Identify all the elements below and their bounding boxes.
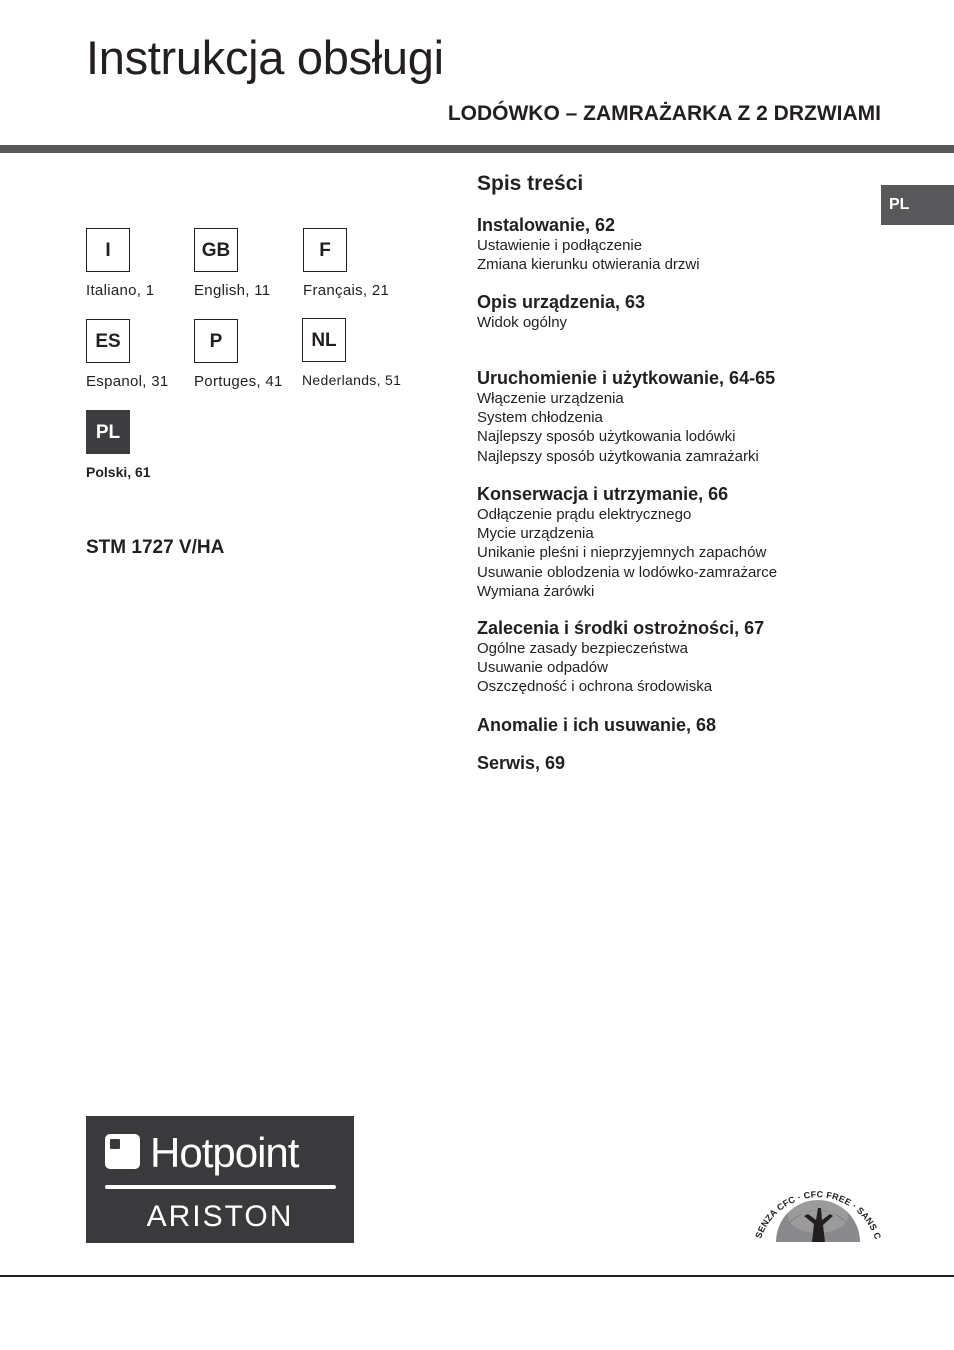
lang-caption-i: Italiano, 1 xyxy=(86,282,155,299)
toc-item: Wymiana żarówki xyxy=(477,582,595,600)
toc-item: Mycie urządzenia xyxy=(477,525,594,543)
lang-box-nl: NL xyxy=(302,318,346,362)
lang-box-pl: PL xyxy=(86,410,130,454)
document-title: Instrukcja obsługi xyxy=(86,31,444,84)
toc-section-title: Opis urządzenia, 63 xyxy=(477,292,646,312)
model-number: STM 1727 V/HA xyxy=(86,537,225,558)
toc-section-title: Anomalie i ich usuwanie, 68 xyxy=(477,715,717,735)
toc-heading: Spis treści xyxy=(477,172,584,195)
toc-item: Najlepszy sposób użytkowania lodówki xyxy=(477,428,736,446)
toc-item: Unikanie pleśni i nieprzyjemnych zapachów xyxy=(477,544,767,562)
toc-section-title: Instalowanie, 62 xyxy=(477,215,616,235)
hotpoint-ariston-logo xyxy=(86,1116,354,1243)
toc-section-troubleshooting xyxy=(477,714,716,736)
toc-item: Usuwanie oblodzenia w lodówko-zamrażarce xyxy=(477,563,778,581)
tree-icon xyxy=(748,1168,888,1248)
toc-section-maintenance xyxy=(477,483,777,601)
lang-caption-f: Français, 21 xyxy=(303,282,390,299)
toc-item: Ustawienie i podłączenie xyxy=(477,237,643,254)
lang-box-p: P xyxy=(194,319,238,363)
toc-section-service xyxy=(477,752,565,774)
toc-section-title: Zalecenia i środki ostrożności, 67 xyxy=(477,618,765,638)
toc-item: Oszczędność i ochrona środowiska xyxy=(477,678,713,696)
svg-text:Hotpoint: Hotpoint xyxy=(150,1129,299,1176)
toc-section-title: Uruchomienie i użytkowanie, 64-65 xyxy=(477,368,776,388)
toc-item: Widok ogólny xyxy=(477,314,568,331)
toc-item: Odłączenie prądu elektrycznego xyxy=(477,506,692,523)
lang-box-i: I xyxy=(86,228,130,272)
toc-section-description xyxy=(477,291,645,332)
lang-caption-nl: Nederlands, 51 xyxy=(302,372,402,388)
lang-box-gb: GB xyxy=(194,228,238,272)
svg-text:SENZA CFC · CFC FREE · SANS CF: SENZA CFC · CFC FREE · SANS C xyxy=(753,1189,884,1241)
toc-section-title: Serwis, 69 xyxy=(477,753,566,773)
cfc-free-badge xyxy=(748,1168,888,1248)
toc-item: Usuwanie odpadów xyxy=(477,659,608,677)
language-tab: PL xyxy=(881,185,954,225)
toc-section-title: Konserwacja i utrzymanie, 66 xyxy=(477,484,729,504)
toc-item: Ogólne zasady bezpieczeństwa xyxy=(477,640,688,657)
toc-item: Włączenie urządzenia xyxy=(477,390,624,407)
lang-caption-pl: Polski, 61 xyxy=(86,464,151,480)
product-subtitle: LODÓWKO – ZAMRAŻARKA Z 2 DRZWIAMI xyxy=(447,102,881,125)
lang-box-es: ES xyxy=(86,319,130,363)
header-rule xyxy=(0,145,954,153)
lang-caption-gb: English, 11 xyxy=(194,282,271,299)
toc-section-usage xyxy=(477,367,775,466)
logo-graphic xyxy=(86,1116,354,1243)
toc-section-installation xyxy=(477,214,700,274)
toc-item: System chłodzenia xyxy=(477,409,603,427)
lang-box-f: F xyxy=(303,228,347,272)
toc-item: Najlepszy sposób użytkowania zamrażarki xyxy=(477,447,759,465)
svg-text:ARISTON: ARISTON xyxy=(146,1200,294,1233)
lang-caption-es: Espanol, 31 xyxy=(86,373,169,390)
toc-item: Zmiana kierunku otwierania drzwi xyxy=(477,256,700,274)
lang-caption-p: Portuges, 41 xyxy=(194,373,283,390)
toc-section-safety xyxy=(477,617,764,697)
footer-rule xyxy=(0,1275,954,1277)
